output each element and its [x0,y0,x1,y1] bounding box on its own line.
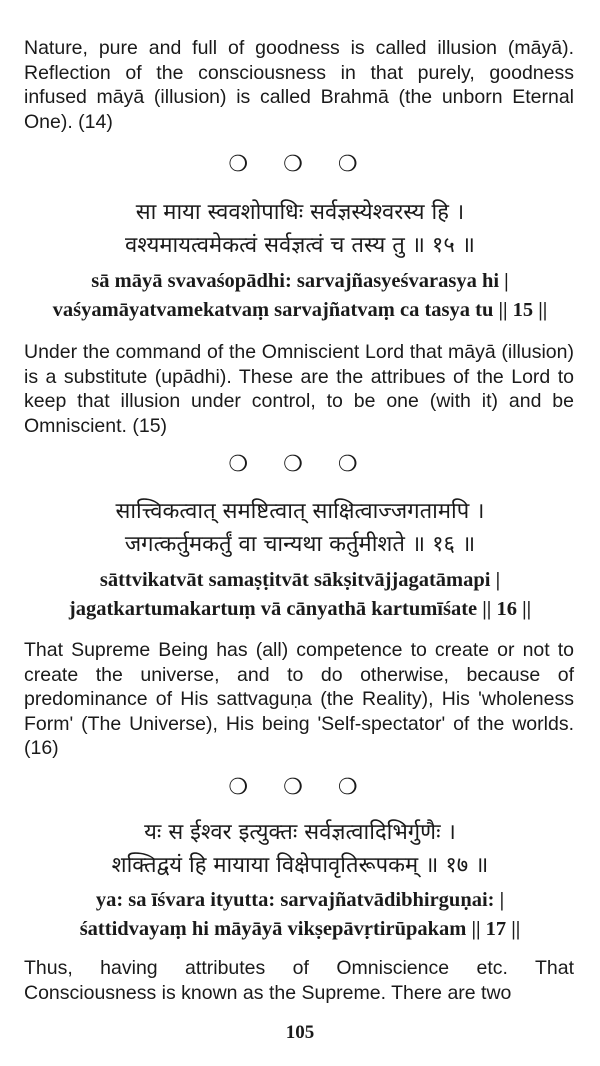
transliteration-line: jagatkartumakartuṃ vā cānyathā kartumīśate || 16 || [68,598,532,620]
verse-line: सा माया स्ववशोपाधिः सर्वज्ञस्येश्वरस्य हि । [135,200,465,225]
commentary-paragraph-16: That Supreme Being has (all) competence to create or not to create the universe, and to do otherwise, because of predominance of His sattvaguṇa (the Reality), His 'wholeness Form' (The Universe), His being 'Self-spectator' of the worlds. (16) [24,639,574,759]
sanskrit-verse-16 [0,495,600,561]
transliteration-16 [0,566,600,624]
commentary-paragraph-15: Under the command of the Omniscient Lord that māyā (illusion) is a substitute (upādhi). These are the attribues of the Lord to keep that illusion under control, to be one (with it) and be Omniscient. (15) [24,341,574,437]
transliteration-line: vaśyamāyatvamekatvaṃ sarvajñatvaṃ ca tasya tu || 15 || [52,299,548,321]
verse-line: शक्तिद्वयं हि मायाया विक्षेपावृतिरूपकम् ॥ १७ ॥ [111,853,489,878]
sanskrit-verse-17 [0,816,600,882]
verse-line: वश्यमायत्वमेकत्वं सर्वज्ञत्वं च तस्य तु ॥ १५ ॥ [125,233,475,258]
sanskrit-verse-15 [0,196,600,262]
section-separator: ❍ ❍ ❍ [228,775,372,800]
section-separator: ❍ ❍ ❍ [228,152,372,177]
transliteration-line: sā māyā svavaśopādhi: sarvajñasyeśvarasya hi | [91,270,509,292]
transliteration-line: ya: sa īśvara ityutta: sarvajñatvādibhirguṇai: | [95,889,505,911]
verse-line: जगत्कर्तुमकर्तुं वा चान्यथा कर्तुमीशते ॥ १६ ॥ [124,532,476,557]
section-separator: ❍ ❍ ❍ [228,452,372,477]
verse-line: सात्त्विकत्वात् समष्टित्वात् साक्षित्वाज्जगतामपि । [115,499,485,524]
page-number: 105 [285,1022,315,1043]
transliteration-15 [0,267,600,325]
transliteration-17 [0,886,600,944]
verse-line: यः स ईश्वर इत्युक्तः सर्वज्ञत्वादिभिर्गुणैः । [144,820,456,845]
transliteration-line: śattidvayaṃ hi māyāyā vikṣepāvṛtirūpakam || 17 || [79,918,521,940]
commentary-paragraph-17: Thus, having attributes of Omniscience etc. That Consciousness is known as the Supreme. There are two [24,957,574,1004]
commentary-paragraph-14: Nature, pure and full of goodness is called illusion (māyā). Reflection of the consciousness in that purely, goodness infused māyā (illusion) is called Brahmā (the unborn Eternal One). (14) [24,37,574,133]
transliteration-line: sāttvikatvāt samaṣṭitvāt sākṣitvājjagatāmapi | [99,569,501,591]
